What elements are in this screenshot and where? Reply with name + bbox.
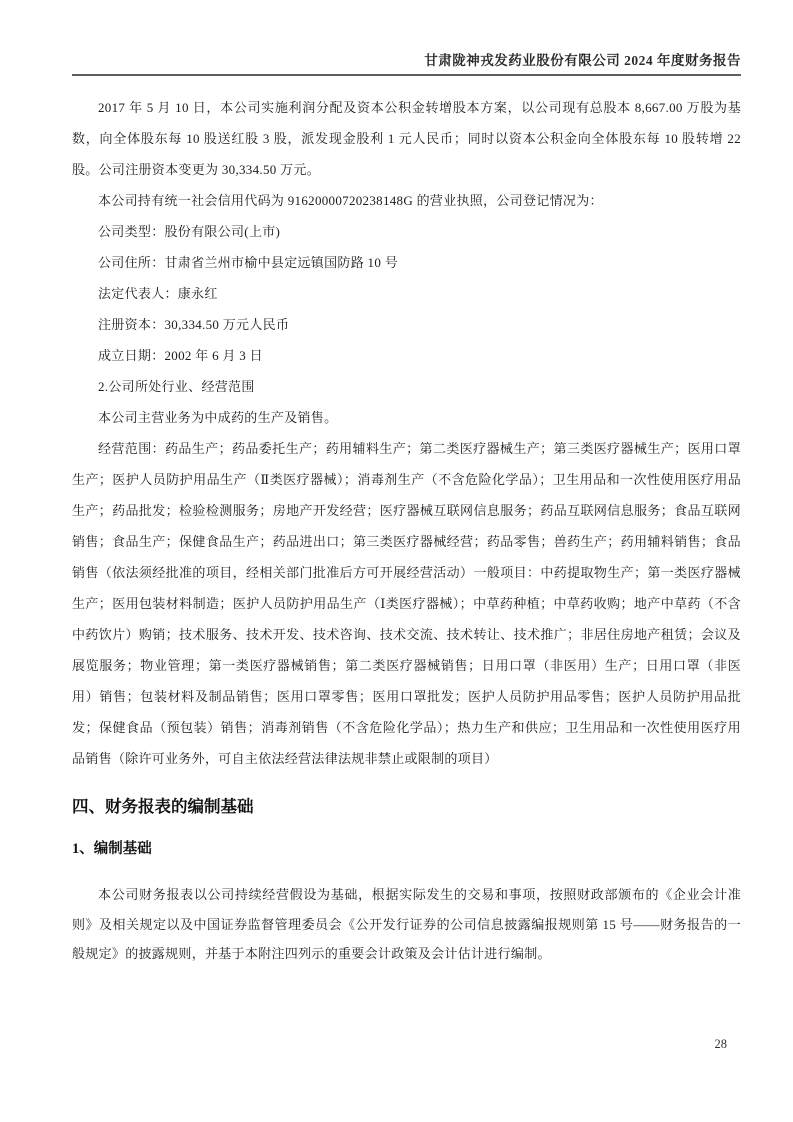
section-heading-basis-of-preparation: 四、财务报表的编制基础 bbox=[72, 797, 254, 816]
paragraph-capital-change: 2017 年 5 月 10 日，本公司实施利润分配及资本公积金转增股本方案，以公司现有总股本 8,667.00 万股为基数，向全体股东每 10 股送红股 3 股，派发现金股利 1 元人民币；同时以资本公积金向全体股东每 10 股转增 22 股。公司注册资本变更为 30,334.50 万元。 bbox=[72, 100, 741, 177]
line-establish-date: 成立日期：2002 年 6 月 3 日 bbox=[98, 348, 263, 363]
line-industry-scope-heading: 2.公司所处行业、经营范围 bbox=[98, 379, 255, 394]
paragraph-business-scope: 经营范围：药品生产；药品委托生产；药用辅料生产；第二类医疗器械生产；第三类医疗器械生产；医用口罩生产；医护人员防护用品生产（Ⅱ类医疗器械）；消毒剂生产（不含危险化学品）；卫生用品和一次性使用医疗用品生产；药品批发；检验检测服务；房地产开发经营；医疗器械互联网信息服务；药品互联网信息服务；食品互联网销售；食品生产；保健食品生产；药品进出口；第三类医疗器械经营；药品零售；兽药生产；药用辅料销售；食品销售（依法须经批准的项目，经相关部门批准后方可开展经营活动）一般项目：中药提取物生产；第一类医疗器械生产；医用包装材料制造；医护人员防护用品生产（Ⅰ类医疗器械）；中草药种植；中草药收购；地产中草药（不含中药饮片）购销；技术服务、技术开发、技术咨询、技术交流、技术转让、技术推广；非居住房地产租赁；会议及展览服务；物业管理；第一类医疗器械销售；第二类医疗器械销售；日用口罩（非医用）生产；日用口罩（非医用）销售；包装材料及制品销售；医用口罩零售；医用口罩批发；医护人员防护用品零售；医护人员防护用品批发；保健食品（预包装）销售；消毒剂销售（不含危险化学品）；热力生产和供应；卫生用品和一次性使用医疗用品销售（除许可业务外，可自主依法经营法律法规非禁止或限制的项目） bbox=[72, 441, 741, 766]
line-company-address: 公司住所：甘肃省兰州市榆中县定远镇国防路 10 号 bbox=[98, 255, 398, 270]
line-company-type: 公司类型：股份有限公司(上市) bbox=[98, 224, 281, 239]
page-header bbox=[72, 52, 741, 76]
line-registered-capital: 注册资本：30,334.50 万元人民币 bbox=[98, 317, 290, 332]
line-legal-representative: 法定代表人：康永红 bbox=[98, 286, 218, 301]
subsection-heading-preparation-basis: 1、编制基础 bbox=[72, 841, 152, 857]
paragraph-preparation-basis: 本公司财务报表以公司持续经营假设为基础，根据实际发生的交易和事项，按照财政部颁布的《企业会计准则》及相关规定以及中国证券监督管理委员会《公开发行证券的公司信息披露编报规则第 15 号——财务报告的一般规定》的披露规则，并基于本附注四列示的重要会计政策及会计估计进行编制。 bbox=[72, 887, 741, 961]
page-number: 28 bbox=[714, 1037, 727, 1051]
document-body bbox=[72, 76, 741, 969]
paragraph-business-license: 本公司持有统一社会信用代码为 91620000720238148G 的营业执照，公司登记情况为： bbox=[98, 193, 603, 208]
line-main-business: 本公司主营业务为中成药的生产及销售。 bbox=[98, 410, 338, 425]
report-title: 甘肃陇神戎发药业股份有限公司 2024 年度财务报告 bbox=[424, 53, 741, 68]
